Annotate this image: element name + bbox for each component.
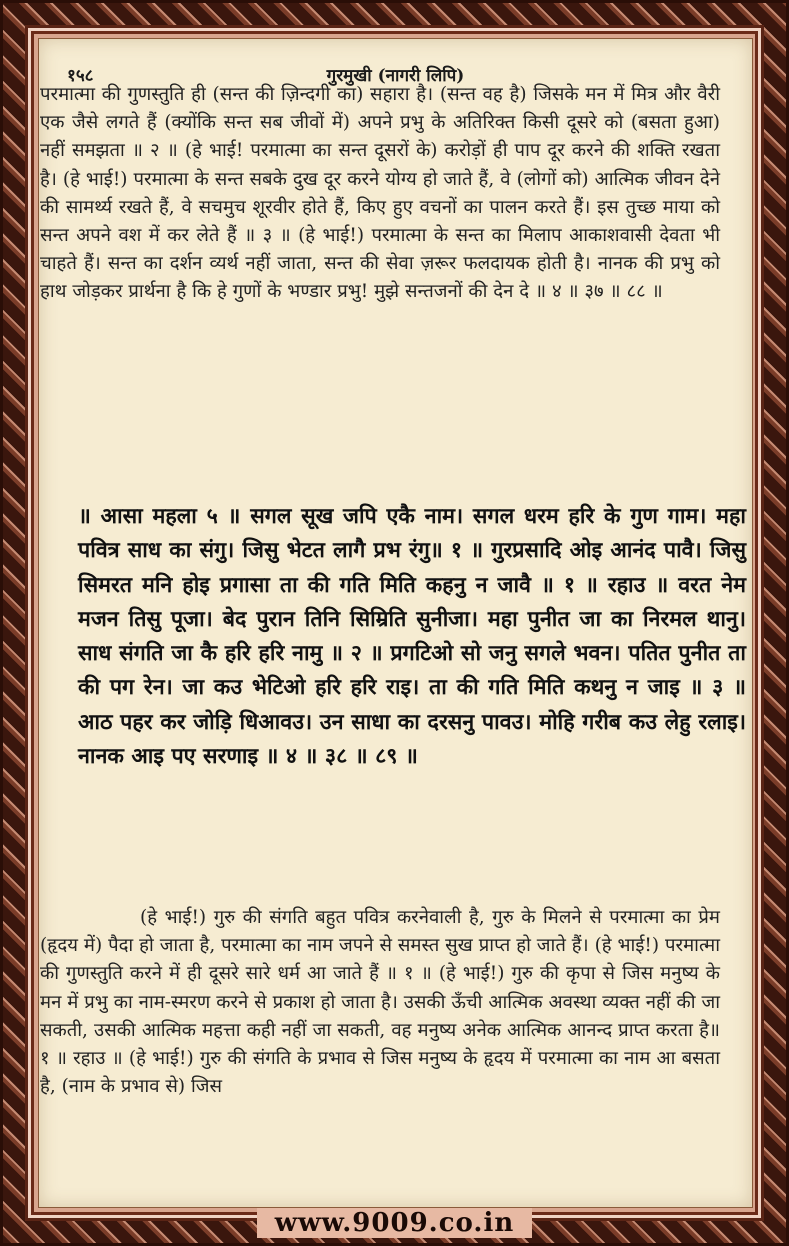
page-title: गुरमुखी (नागरी लिपि) <box>326 66 465 86</box>
footer-website <box>0 1208 789 1238</box>
website-url: www.9009.co.in <box>257 1208 533 1238</box>
page-number: १५८ <box>67 66 94 86</box>
gurbani-hymn: ॥ आसा महला ५ ॥ सगल सूख जपि एकै नाम। सगल धरम हरि के गुण गाम। महा पवित्र साध का संगु। जिसु भेटत लागै प्रभ रंगु॥ १ ॥ गुरप्रसादि ओइ आनंद पावै। जिसु सिमरत मनि होइ प्रगासा ता की गति मिति कहनु न जावै ॥ १ ॥ रहाउ ॥ वरत नेम मजन तिसु पूजा। बेद पुरान तिनि सिम्रिति सुनीजा। महा पुनीत जा का निरमल थानु। साध संगति जा कै हरि हरि नामु ॥ २ ॥ प्रगटिओ सो जनु सगले भवन। पतित पुनीत ता की पग रेन। जा कउ भेटिओ हरि हरि राइ। ता की गति मिति कथनु न जाइ ॥ ३ ॥ आठ पहर कर जोड़ि धिआवउ। उन साधा का दरसनु पावउ। मोहि गरीब कउ लेहु रलाइ। नानक आइ पए सरणाइ ॥ ४ ॥ ३८ ॥ ८९ ॥ <box>78 504 746 770</box>
translation-paragraph-2: (हे भाई!) गुरु की संगति बहुत पवित्र करनेवाली है, गुरु के मिलने से परमात्मा का प्रेम (हृदय में) पैदा हो जाता है, परमात्मा का नाम जपने से समस्त सुख प्राप्त हो जाते हैं। (हे भाई!) परमात्मा की गुणस्तुति करने में ही दूसरे सारे धर्म आ जाते हैं ॥ १ ॥ (हे भाई!) गुरु की कृपा से जिस मनुष्य के मन में प्रभु का नाम-स्मरण करने से प्रकाश हो जाता है। उसकी ऊँची आत्मिक अवस्था व्यक्त नहीं की जा सकती, उसकी आत्मिक महत्ता कही नहीं जा सकती, वह मनुष्य अनेक आत्मिक आनन्द प्राप्त करता है॥ १ ॥ रहाउ ॥ (हे भाई!) गुरु की संगति के प्रभाव से जिस मनुष्य के हृदय में परमात्मा का नाम आ बसता है, (नाम के प्रभाव से) जिस <box>40 907 720 1098</box>
translation-paragraph-1: परमात्मा की गुणस्तुति ही (सन्त की ज़िन्दगी का) सहारा है। (सन्त वह है) जिसके मन में मित्र और वैरी एक जैसे लगते हैं (क्योंकि सन्त सब जीवों में) अपने प्रभु के अतिरिक्त किसी दूसरे को (बसता हुआ) नहीं समझता ॥ २ ॥ (हे भाई! परमात्मा का सन्त दूसरों के) करोड़ों ही पाप दूर करने की शक्ति रखता है। (हे भाई!) परमात्मा के सन्त सबके दुख दूर करने योग्य हो जाते हैं, वे (लोगों को) आत्मिक जीवन देने की सामर्थ्य रखते हैं, वे सचमुच शूरवीर होते हैं, किए हुए वचनों का पालन करते हैं। इस तुच्छ माया को सन्त अपने वश में कर लेते हैं ॥ ३ ॥ (हे भाई!) परमात्मा के सन्त का मिलाप आकाशवासी देवता भी चाहते हैं। सन्त का दर्शन व्यर्थ नहीं जाता, सन्त की सेवा ज़रूर फलदायक होती है। नानक की प्रभु को हाथ जोड़कर प्रार्थना है कि हे गुणों के भण्डार प्रभु! मुझे सन्तजनों की देन दे ॥ ४ ॥ ३७ ॥ ८८ ॥ <box>40 84 720 303</box>
